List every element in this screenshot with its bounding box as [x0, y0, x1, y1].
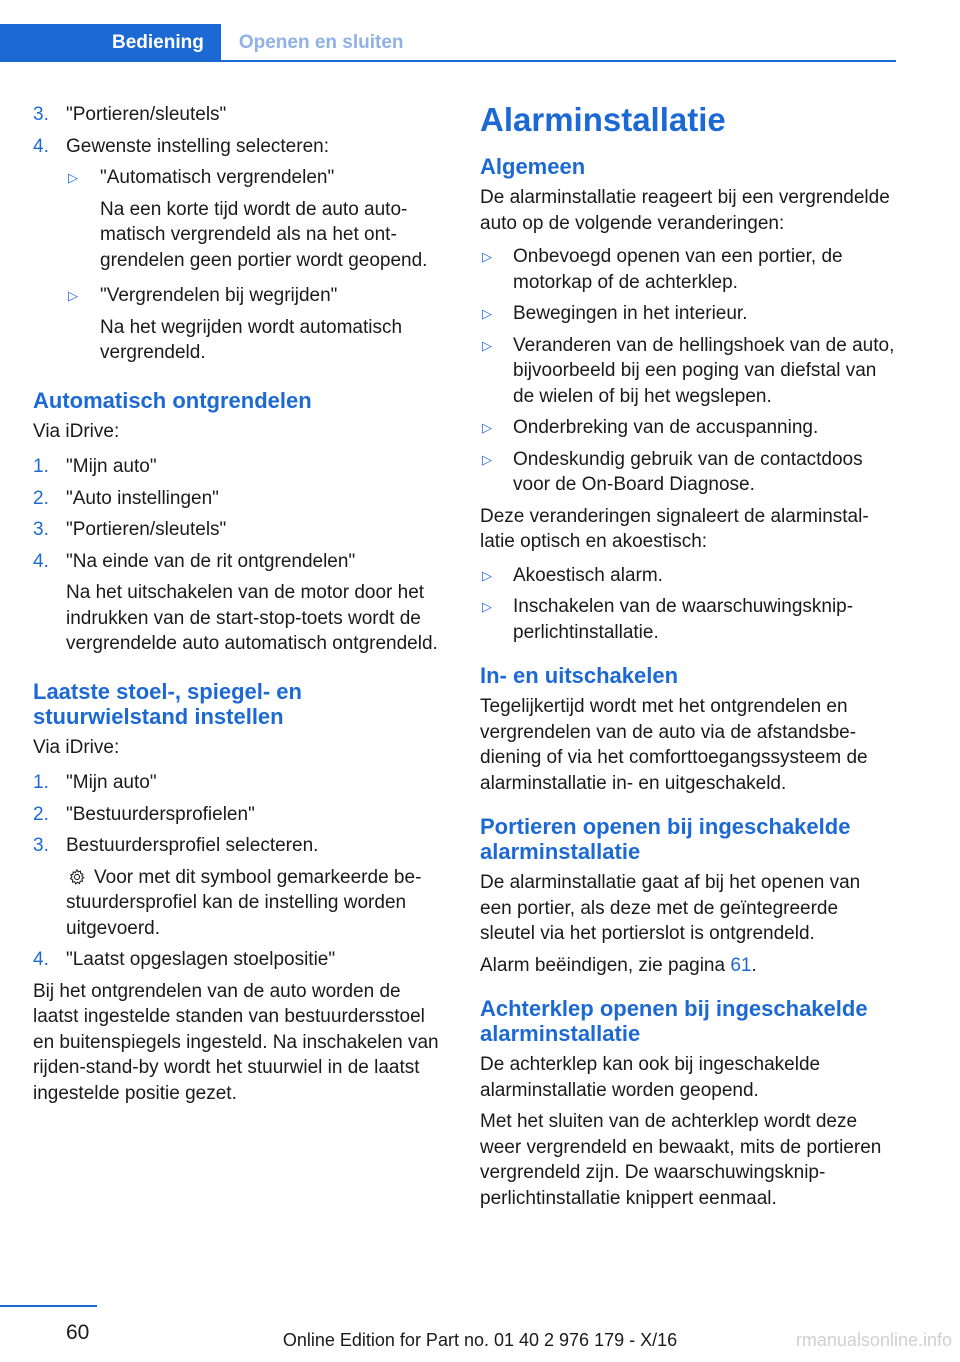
sub-item-desc: Na een korte tijd wordt de auto automatisch vergrendeld als na het ontgrendelen geen portier wordt geopend.	[100, 198, 428, 271]
list-number: 3.	[33, 519, 49, 540]
right-column	[480, 102, 896, 1217]
triangle-right-icon: ▷	[68, 288, 78, 303]
symbol-note-text: Voor met dit symbool gemarkeerde bestuurdersprofiel kan de instelling worden uitgevoerd.	[66, 866, 422, 939]
alarm-ref-suffix: .	[751, 954, 757, 976]
header-tabs	[0, 24, 422, 62]
paragraph: Via iDrive:	[33, 736, 120, 758]
bullet-item	[480, 301, 896, 327]
paragraph	[480, 953, 896, 979]
bullet-text: Ondeskundig gebruik van de contactdoos voor de On-Board Diagnose.	[513, 448, 863, 495]
list-item	[33, 102, 448, 128]
gear-icon	[68, 868, 86, 886]
list-note: Na het uitschakelen van de motor door het indrukken van de start-stop-toets wordt de vergrendelde auto automatisch ontgrendeld.	[66, 582, 438, 654]
bullet-item	[480, 594, 896, 645]
triangle-right-icon: ▷	[482, 420, 492, 435]
list-number: 2.	[33, 803, 49, 825]
list-item	[33, 833, 448, 941]
bullet-item	[480, 415, 896, 441]
paragraph: De alarminstallatie reageert bij een vergrendelde auto op de volgende veranderingen:	[480, 187, 890, 234]
paragraph: De alarminstallatie gaat af bij het openen van een portier, als deze met de geïntegreerde sleutel via het portierslot is ontgrendeld.	[480, 872, 861, 944]
bullet-text: Inschakelen van de waarschuwingsknipperlichtinstallatie.	[513, 596, 854, 643]
bullet-item	[480, 244, 896, 295]
edition-text: Online Edition for Part no. 01 40 2 976 179 - X/16	[282, 1330, 678, 1350]
header-rule	[0, 60, 896, 62]
list-number: 4.	[33, 949, 49, 970]
triangle-right-icon: ▷	[482, 249, 492, 264]
triangle-right-icon: ▷	[482, 567, 492, 583]
triangle-right-icon: ▷	[482, 451, 492, 467]
sub-item-desc: Na het wegrijden wordt automatisch vergrendeld.	[100, 316, 403, 363]
list-number: 1.	[33, 772, 49, 793]
list-text: "Auto instellingen"	[66, 487, 219, 509]
page-title: Alarminstallatie	[480, 101, 726, 138]
triangle-right-icon: ▷	[482, 599, 492, 614]
symbol-note	[66, 865, 448, 942]
section-heading: Achterklep openen bij ingeschakelde alarminstallatie	[480, 996, 868, 1046]
bullet-text: Akoestisch alarm.	[513, 564, 663, 586]
paragraph: Via iDrive:	[33, 420, 120, 442]
section-heading: Portieren openen bij ingeschakelde alarminstallatie	[480, 814, 851, 864]
sub-list-item	[66, 283, 448, 366]
list-item	[33, 486, 448, 512]
bullet-text: Bewegingen in het interieur.	[513, 303, 748, 324]
paragraph: Bij het ontgrendelen van de auto worden de laatst ingestelde standen van bestuurdersstoel en buitenspiegels ingesteld. Na inschakelen van rijden-stand-by wordt het stuurwiel in de laatst ingestelde positie gezet.	[33, 980, 439, 1104]
bullet-item	[480, 447, 896, 498]
sub-item-label: "Vergrendelen bij wegrijden"	[100, 285, 338, 306]
list-item	[33, 517, 448, 543]
list-text: "Na einde van de rit ontgrendelen"	[66, 550, 356, 572]
list-text: "Portieren/sleutels"	[66, 519, 227, 540]
triangle-right-icon: ▷	[482, 306, 492, 321]
list-item	[33, 770, 448, 796]
bullet-text: Onderbreking van de accuspanning.	[513, 417, 819, 438]
list-item	[33, 802, 448, 828]
list-text: "Laatst opgeslagen stoelpositie"	[66, 949, 336, 970]
page-number: 60	[66, 1321, 90, 1344]
list-number: 1.	[33, 456, 49, 477]
bullet-text: Onbevoegd openen van een portier, de motorkap of de achterklep.	[513, 246, 843, 293]
list-number: 3.	[33, 104, 49, 125]
list-item	[33, 947, 448, 973]
list-text: "Portieren/sleutels"	[66, 104, 227, 125]
section-heading: Automatisch ontgrendelen	[33, 387, 312, 413]
list-number: 4.	[33, 135, 49, 157]
list-number: 2.	[33, 487, 49, 509]
bullet-text: Veranderen van de hellingshoek van de auto, bijvoorbeeld bij een poging van diefstal van de wielen of bij het wegslepen.	[513, 334, 895, 407]
alarm-ref-text: Alarm beëindigen, zie pagina	[480, 954, 731, 976]
triangle-right-icon: ▷	[68, 170, 78, 185]
list-text: "Mijn auto"	[66, 772, 157, 793]
tab-bediening[interactable]: Bediening	[0, 24, 221, 62]
page-link[interactable]: 61	[730, 954, 752, 976]
sub-item-label: "Automatisch vergrendelen"	[100, 167, 335, 188]
triangle-right-icon: ▷	[482, 337, 492, 353]
list-item	[33, 134, 448, 160]
list-text: "Mijn auto"	[66, 456, 157, 477]
sub-list-item	[66, 165, 448, 273]
list-item	[33, 549, 448, 657]
paragraph: Deze veranderingen signaleert de alarminstallatie optisch en akoestisch:	[480, 505, 869, 552]
paragraph: Tegelijkertijd wordt met het ontgrendelen en vergrendelen van de auto via de afstandsbediening of via het comforttoegangssysteem de alarminstallatie in- en uitgeschakeld.	[480, 696, 868, 794]
bullet-item	[480, 333, 896, 410]
list-text: Bestuurdersprofiel selecteren.	[66, 835, 319, 856]
footer-rule	[0, 1305, 97, 1307]
paragraph: De achterklep kan ook bij ingeschakelde alarminstallatie worden geopend.	[480, 1054, 821, 1101]
list-text: Gewenste instelling selecteren:	[66, 135, 329, 157]
tab-openen-en-sluiten[interactable]: Openen en sluiten	[221, 24, 422, 62]
list-number: 3.	[33, 835, 49, 856]
section-heading: Laatste stoel-, spiegel- en stuurwielstand instellen	[33, 678, 302, 729]
left-column	[33, 102, 448, 1112]
list-text: "Bestuurdersprofielen"	[66, 803, 255, 825]
watermark: rmanualsonline.info	[795, 1330, 952, 1350]
list-item	[33, 454, 448, 480]
sub-list	[66, 165, 448, 366]
section-heading: In- en uitschakelen	[480, 663, 679, 688]
section-heading: Algemeen	[480, 154, 586, 179]
paragraph: Met het sluiten van de achterklep wordt deze weer vergrendeld en bewaakt, mits de portieren vergrendeld zijn. De waarschuwingsknipperlichtinstallatie knippert eenmaal.	[480, 1111, 882, 1209]
bullet-item	[480, 563, 896, 589]
list-number: 4.	[33, 550, 49, 572]
